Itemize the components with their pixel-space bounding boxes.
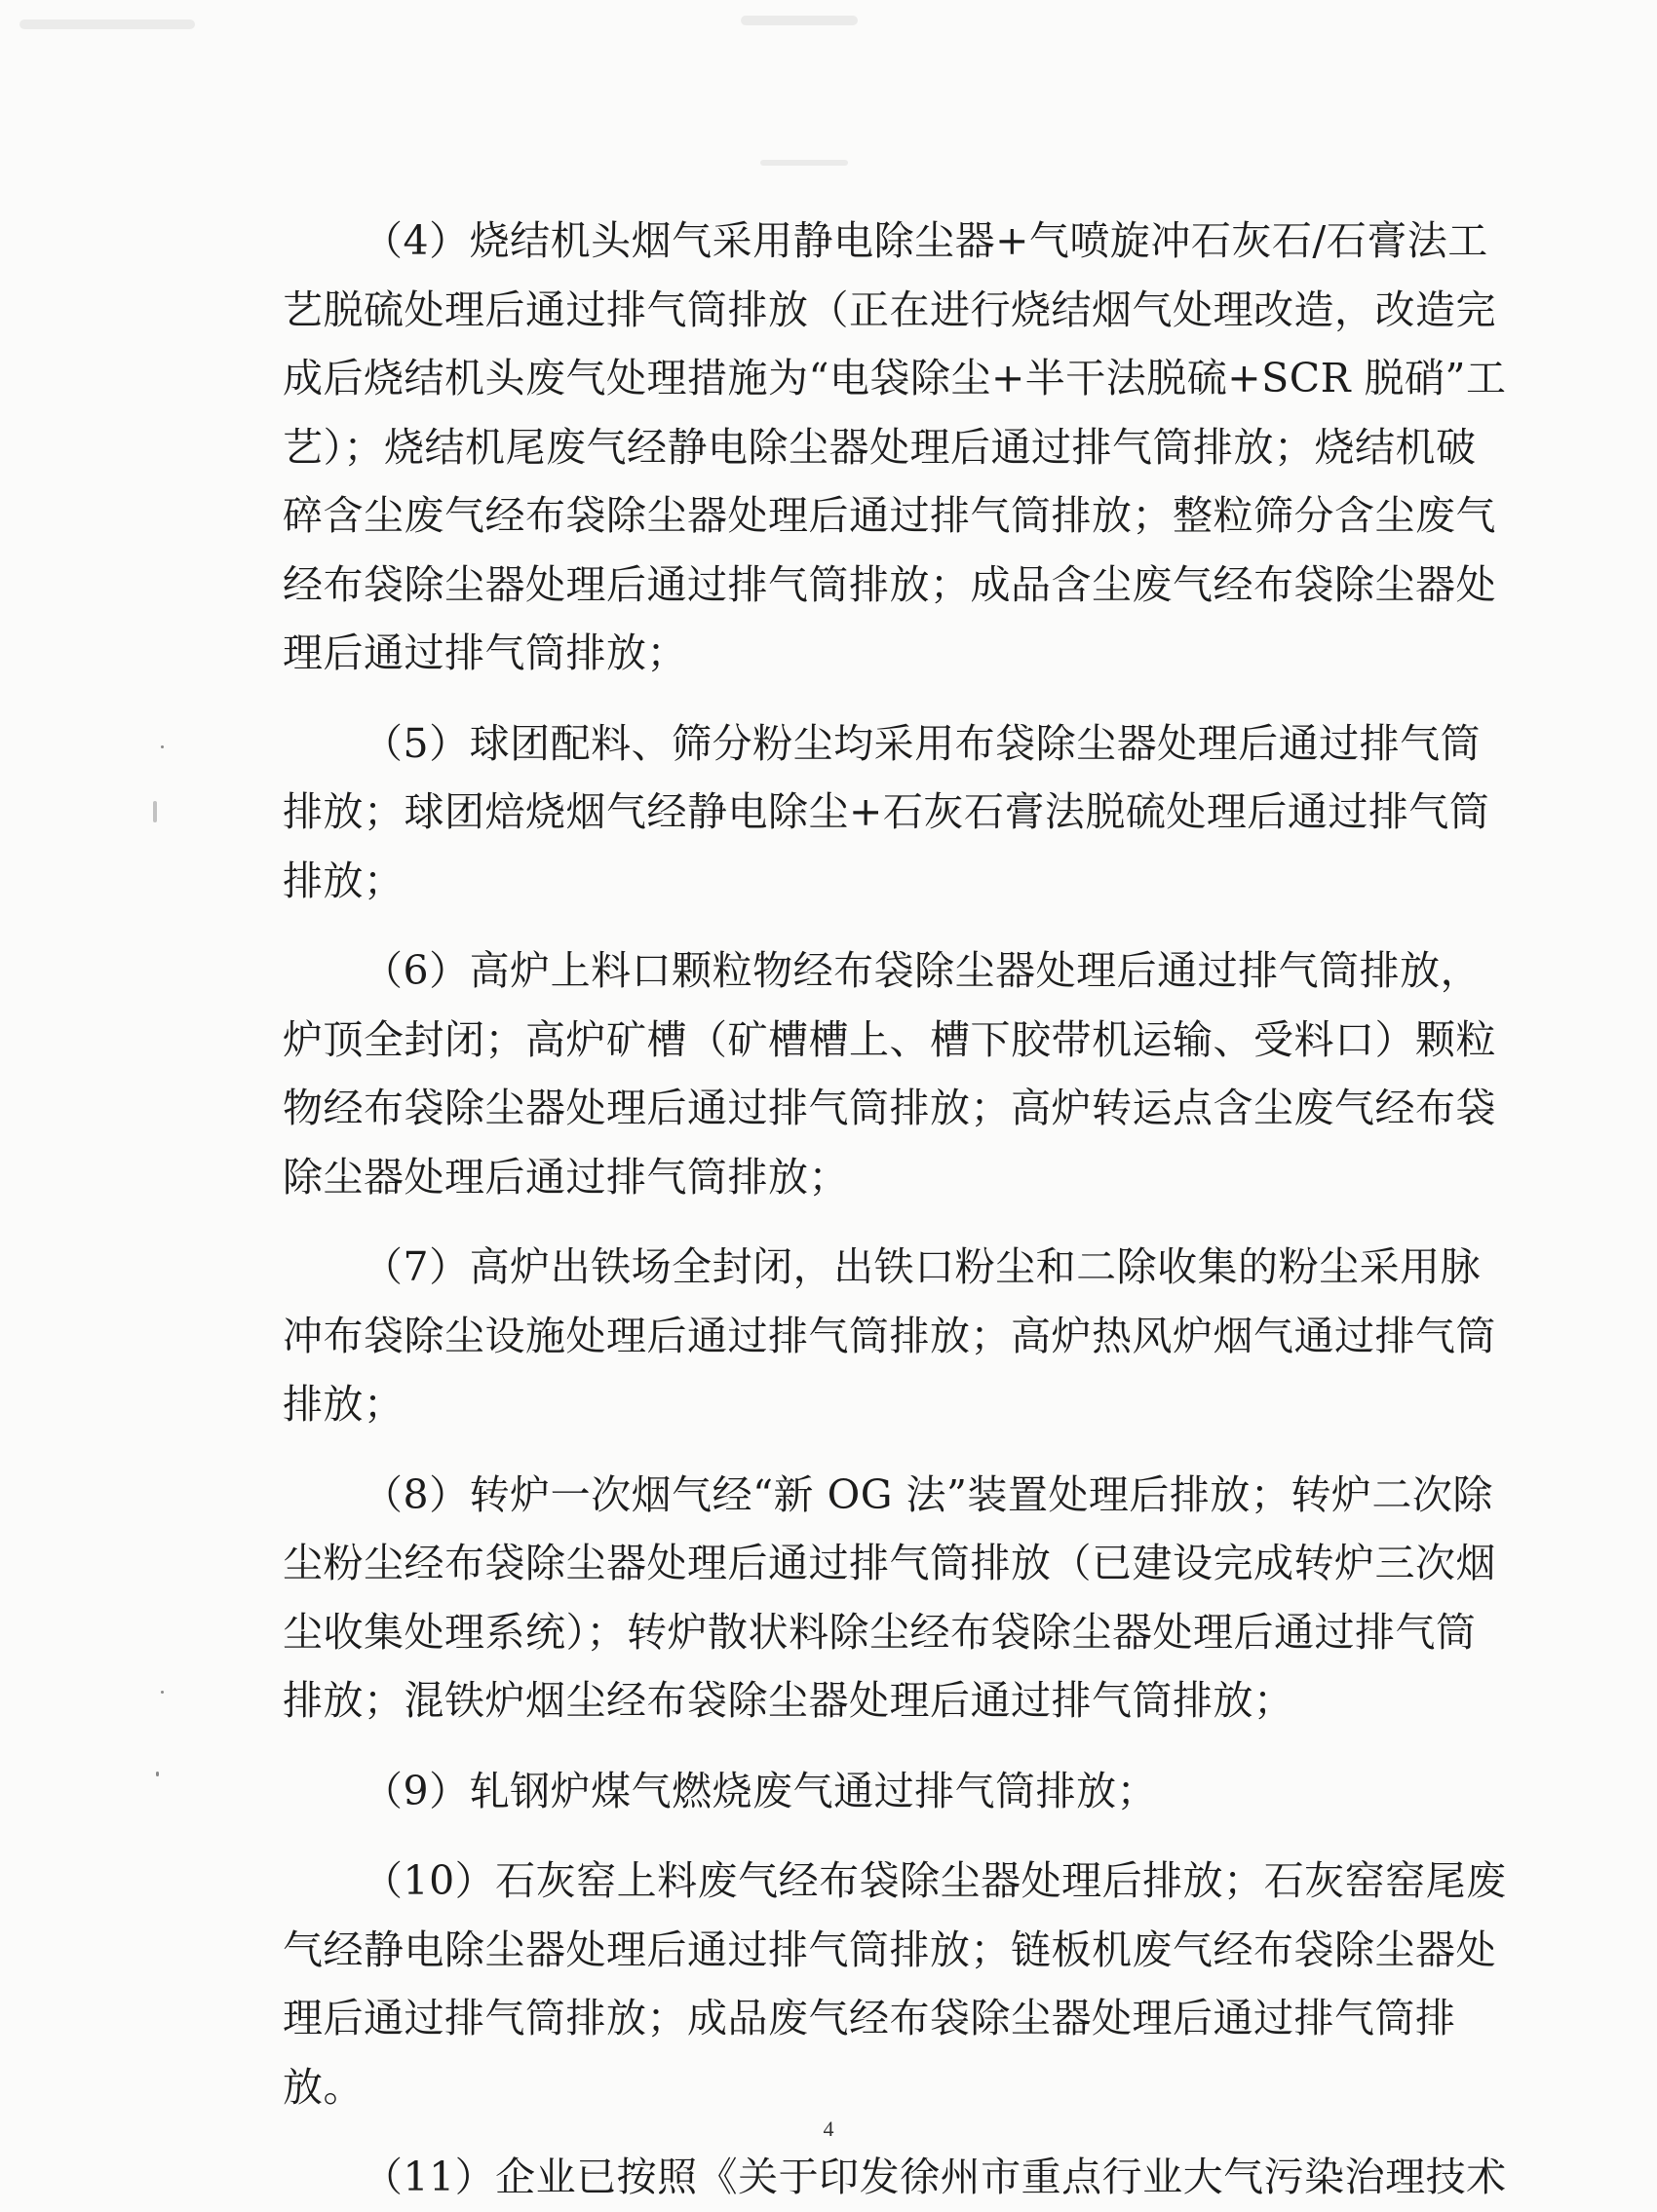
text-line: 排放； [283,857,405,904]
text-line: 碎含尘废气经布袋除尘器处理后通过排气筒排放；整粒筛分含尘废气 [283,492,1496,539]
text-line: 理后通过排气筒排放；成品废气经布袋除尘器处理后通过排气筒排 [283,1995,1456,2041]
text-line: 除尘器处理后通过排气筒排放； [283,1153,849,1201]
text-line: 尘粉尘经布袋除尘器处理后通过排气筒排放（已建设完成转炉三次烟 [283,1540,1496,1586]
text-line: 理后通过排气筒排放； [283,629,687,676]
scan-speck [153,801,157,822]
text-line: 艺脱硫处理后通过排气筒排放（正在进行烧结烟气处理改造，改造完 [283,286,1496,333]
paragraph-p9 [283,1757,1413,1826]
text-line: （6）高炉上料口颗粒物经布袋除尘器处理后通过排气筒排放， [363,947,1482,994]
paragraph-gap [283,688,1413,709]
text-line: （8）转炉一次烟气经“新 OG 法”装置处理后排放；转炉二次除 [363,1470,1493,1518]
paragraph-p5 [283,709,1490,916]
text-line: 排放； [283,1381,405,1428]
paragraph-gap [283,915,1413,936]
page-number: 4 [823,2117,834,2141]
paragraph-gap [283,1439,1413,1461]
paragraph-p10 [283,1847,1507,2121]
paragraph-gap [283,1735,1413,1757]
scan-speck [156,1772,159,1776]
paragraph-gap [283,1825,1413,1847]
text-line: 炉顶全封闭；高炉矿槽（矿槽槽上、槽下胶带机运输、受料口）颗粒 [283,1015,1496,1063]
text-line: （10）石灰窑上料废气经布袋除尘器处理后排放；石灰窑窑尾废 [363,1857,1507,1904]
text-line: 放。 [283,2063,364,2111]
text-line: （4）烧结机头烟气采用静电除尘器+气喷旋冲石灰石/石膏法工 [363,217,1488,264]
text-line: 经布袋除尘器处理后通过排气筒排放；成品含尘废气经布袋除尘器处 [283,560,1496,608]
paragraph-gap [283,1211,1413,1233]
text-line: 气经静电除尘器处理后通过排气筒排放；链板机废气经布袋除尘器处 [283,1926,1496,1973]
paragraph-p4 [283,207,1507,688]
text-line: 艺）；烧结机尾废气经静电除尘器处理后通过排气筒排放；烧结机破 [283,423,1477,471]
text-line: 排放；球团焙烧烟气经静电除尘+石灰石膏法脱硫处理后通过排气筒 [283,788,1490,835]
text-line: 物经布袋除尘器处理后通过排气筒排放；高炉转运点含尘废气经布袋 [283,1085,1496,1131]
scan-speck [161,1691,164,1694]
text-line: 尘收集处理系统）；转炉散状料除尘经布袋除尘器处理后通过排气筒 [283,1608,1477,1656]
text-line: 成后烧结机头废气处理措施为“电袋除尘+半干法脱硫+SCR 脱硝”工 [283,355,1507,401]
scan-speck [161,745,164,748]
text-line: 冲布袋除尘设施处理后通过排气筒排放；高炉热风炉烟气通过排气筒 [283,1312,1496,1359]
text-line: 排放；混铁炉烟尘经布袋除尘器处理后通过排气筒排放； [283,1677,1294,1724]
scan-header-smudge [0,14,1657,43]
text-line: （5）球团配料、筛分粉尘均采用布袋除尘器处理后通过排气筒 [363,719,1482,767]
text-line: （7）高炉出铁场全封闭，出铁口粉尘和二除收集的粉尘采用脉 [363,1243,1482,1290]
paragraph-p7 [283,1233,1496,1439]
document-body [283,207,1507,2212]
text-line: （9）轧钢炉煤气燃烧废气通过排气筒排放； [363,1767,1158,1814]
paragraph-p6 [283,936,1496,1211]
text-line: （11）企业已按照《关于印发徐州市重点行业大气污染治理技术 [363,2154,1507,2200]
paragraph-p8 [283,1461,1496,1735]
paragraph-p11 [283,2143,1507,2212]
